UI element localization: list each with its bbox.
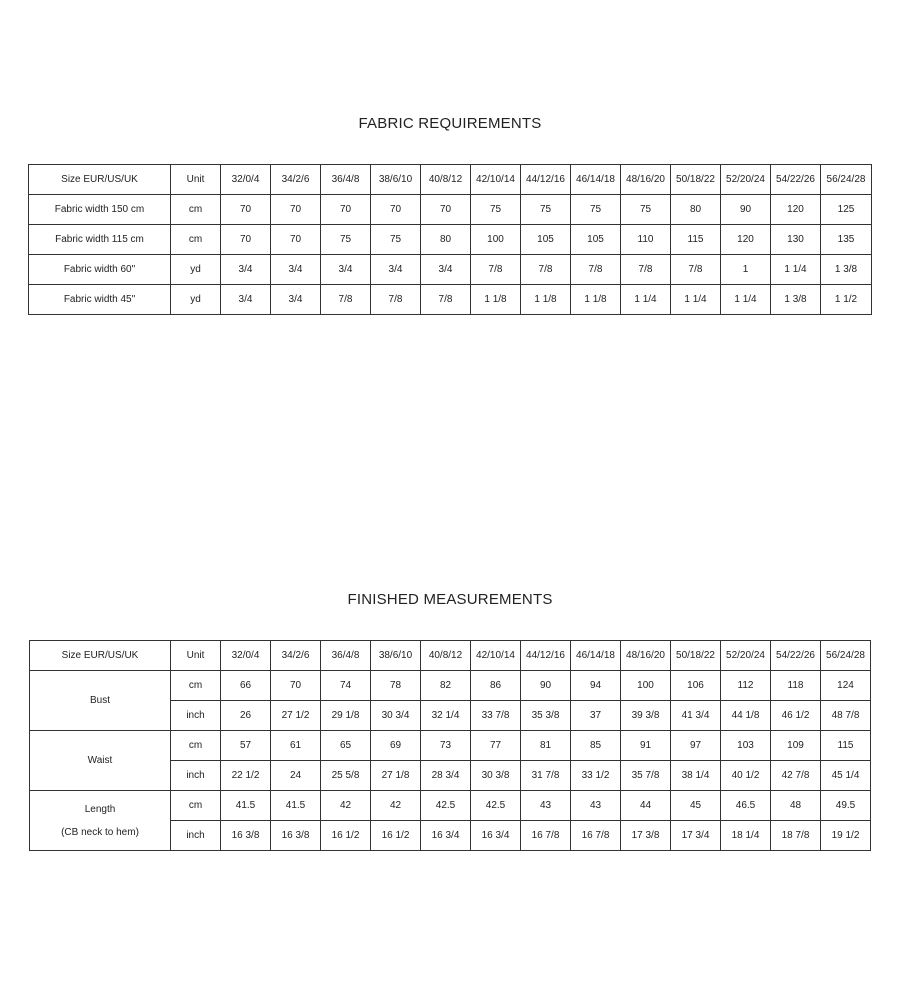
value-cell: 80 <box>671 195 721 225</box>
value-cell: 109 <box>771 731 821 761</box>
value-cell: 70 <box>221 195 271 225</box>
size-header-cell: 36/4/8 <box>321 641 371 671</box>
value-cell: 41 3/4 <box>671 701 721 731</box>
value-cell: 7/8 <box>671 255 721 285</box>
size-column-header: Size EUR/US/UK <box>30 641 171 671</box>
size-header-cell: 46/14/18 <box>571 165 621 195</box>
value-cell: 16 7/8 <box>521 821 571 851</box>
value-cell: 70 <box>221 225 271 255</box>
value-cell: 1 <box>721 255 771 285</box>
measurement-name: Length <box>84 803 116 815</box>
value-cell: 124 <box>821 671 871 701</box>
value-cell: 80 <box>421 225 471 255</box>
value-cell: 42.5 <box>421 791 471 821</box>
table-row <box>30 671 871 701</box>
value-cell: 73 <box>421 731 471 761</box>
size-header-cell: 50/18/22 <box>671 641 721 671</box>
value-cell: 1 1/4 <box>771 255 821 285</box>
value-cell: 7/8 <box>521 255 571 285</box>
value-cell: 75 <box>471 195 521 225</box>
value-cell: 31 7/8 <box>521 761 571 791</box>
value-cell: 69 <box>371 731 421 761</box>
value-cell: 46.5 <box>721 791 771 821</box>
value-cell: 42 <box>371 791 421 821</box>
value-cell: 35 3/8 <box>521 701 571 731</box>
value-cell: 106 <box>671 671 721 701</box>
value-cell: 86 <box>471 671 521 701</box>
unit-cell: cm <box>171 671 221 701</box>
value-cell: 125 <box>821 195 872 225</box>
value-cell: 43 <box>571 791 621 821</box>
unit-cell: inch <box>171 761 221 791</box>
value-cell: 33 7/8 <box>471 701 521 731</box>
value-cell: 3/4 <box>221 255 271 285</box>
value-cell: 1 1/4 <box>621 285 671 315</box>
value-cell: 94 <box>571 671 621 701</box>
value-cell: 1 3/8 <box>771 285 821 315</box>
value-cell: 7/8 <box>471 255 521 285</box>
size-header-cell: 54/22/26 <box>771 165 821 195</box>
value-cell: 42 7/8 <box>771 761 821 791</box>
value-cell: 18 1/4 <box>721 821 771 851</box>
value-cell: 78 <box>371 671 421 701</box>
fabric-table-body <box>29 165 872 315</box>
value-cell: 42 <box>321 791 371 821</box>
value-cell: 70 <box>321 195 371 225</box>
value-cell: 75 <box>621 195 671 225</box>
value-cell: 16 7/8 <box>571 821 621 851</box>
value-cell: 16 1/2 <box>321 821 371 851</box>
value-cell: 75 <box>571 195 621 225</box>
value-cell: 40 1/2 <box>721 761 771 791</box>
size-header-cell: 32/0/4 <box>221 641 271 671</box>
value-cell: 32 1/4 <box>421 701 471 731</box>
size-header-cell: 48/16/20 <box>621 641 671 671</box>
value-cell: 110 <box>621 225 671 255</box>
value-cell: 16 3/8 <box>271 821 321 851</box>
value-cell: 43 <box>521 791 571 821</box>
size-header-cell: 42/10/14 <box>471 641 521 671</box>
value-cell: 22 1/2 <box>221 761 271 791</box>
value-cell: 48 7/8 <box>821 701 871 731</box>
value-cell: 135 <box>821 225 872 255</box>
value-cell: 41.5 <box>271 791 321 821</box>
value-cell: 18 7/8 <box>771 821 821 851</box>
table-header-row <box>29 165 872 195</box>
size-header-cell: 46/14/18 <box>571 641 621 671</box>
size-header-cell: 36/4/8 <box>321 165 371 195</box>
value-cell: 46 1/2 <box>771 701 821 731</box>
size-header-cell: 44/12/16 <box>521 641 571 671</box>
value-cell: 30 3/8 <box>471 761 521 791</box>
value-cell: 24 <box>271 761 321 791</box>
value-cell: 41.5 <box>221 791 271 821</box>
value-cell: 100 <box>621 671 671 701</box>
row-label: Fabric width 150 cm <box>29 195 171 225</box>
measurement-name: Bust <box>89 695 110 706</box>
value-cell: 75 <box>371 225 421 255</box>
unit-cell: cm <box>171 791 221 821</box>
size-header-cell: 50/18/22 <box>671 165 721 195</box>
value-cell: 70 <box>271 195 321 225</box>
value-cell: 26 <box>221 701 271 731</box>
value-cell: 57 <box>221 731 271 761</box>
value-cell: 48 <box>771 791 821 821</box>
value-cell: 1 1/4 <box>671 285 721 315</box>
value-cell: 74 <box>321 671 371 701</box>
unit-cell: cm <box>171 731 221 761</box>
value-cell: 25 5/8 <box>321 761 371 791</box>
value-cell: 1 1/8 <box>521 285 571 315</box>
value-cell: 42.5 <box>471 791 521 821</box>
finished-measurements-table <box>29 640 871 851</box>
value-cell: 30 3/4 <box>371 701 421 731</box>
value-cell: 3/4 <box>271 285 321 315</box>
value-cell: 120 <box>721 225 771 255</box>
size-header-cell: 52/20/24 <box>721 165 771 195</box>
row-label: Fabric width 60" <box>29 255 171 285</box>
unit-column-header: Unit <box>171 165 221 195</box>
value-cell: 100 <box>471 225 521 255</box>
unit-cell: cm <box>171 225 221 255</box>
size-header-cell: 32/0/4 <box>221 165 271 195</box>
value-cell: 1 1/8 <box>471 285 521 315</box>
value-cell: 7/8 <box>571 255 621 285</box>
value-cell: 81 <box>521 731 571 761</box>
value-cell: 37 <box>571 701 621 731</box>
table-row <box>30 731 871 761</box>
value-cell: 38 1/4 <box>671 761 721 791</box>
value-cell: 82 <box>421 671 471 701</box>
unit-column-header: Unit <box>171 641 221 671</box>
value-cell: 27 1/8 <box>371 761 421 791</box>
value-cell: 16 3/8 <box>221 821 271 851</box>
value-cell: 112 <box>721 671 771 701</box>
value-cell: 77 <box>471 731 521 761</box>
measurement-label <box>30 731 171 791</box>
value-cell: 49.5 <box>821 791 871 821</box>
value-cell: 130 <box>771 225 821 255</box>
size-header-cell: 54/22/26 <box>771 641 821 671</box>
measurement-label <box>30 791 171 851</box>
value-cell: 70 <box>271 671 321 701</box>
value-cell: 3/4 <box>271 255 321 285</box>
value-cell: 3/4 <box>421 255 471 285</box>
table-row <box>29 255 872 285</box>
value-cell: 70 <box>371 195 421 225</box>
value-cell: 45 <box>671 791 721 821</box>
fabric-requirements-title: FABRIC REQUIREMENTS <box>358 115 542 132</box>
value-cell: 66 <box>221 671 271 701</box>
value-cell: 1 1/2 <box>821 285 872 315</box>
unit-cell: yd <box>171 285 221 315</box>
value-cell: 61 <box>271 731 321 761</box>
value-cell: 7/8 <box>321 285 371 315</box>
value-cell: 105 <box>521 225 571 255</box>
value-cell: 97 <box>671 731 721 761</box>
value-cell: 3/4 <box>371 255 421 285</box>
value-cell: 118 <box>771 671 821 701</box>
size-header-cell: 40/8/12 <box>421 165 471 195</box>
value-cell: 115 <box>671 225 721 255</box>
table-row <box>29 285 872 315</box>
size-header-cell: 48/16/20 <box>621 165 671 195</box>
finished-measurements-title: FINISHED MEASUREMENTS <box>347 591 553 608</box>
value-cell: 28 3/4 <box>421 761 471 791</box>
value-cell: 1 1/4 <box>721 285 771 315</box>
size-header-cell: 52/20/24 <box>721 641 771 671</box>
value-cell: 120 <box>771 195 821 225</box>
unit-cell: yd <box>171 255 221 285</box>
value-cell: 115 <box>821 731 871 761</box>
size-header-cell: 44/12/16 <box>521 165 571 195</box>
table-row <box>30 791 871 821</box>
value-cell: 3/4 <box>321 255 371 285</box>
value-cell: 1 1/8 <box>571 285 621 315</box>
value-cell: 16 1/2 <box>371 821 421 851</box>
value-cell: 29 1/8 <box>321 701 371 731</box>
value-cell: 7/8 <box>621 255 671 285</box>
value-cell: 45 1/4 <box>821 761 871 791</box>
value-cell: 27 1/2 <box>271 701 321 731</box>
value-cell: 1 3/8 <box>821 255 872 285</box>
size-header-cell: 34/2/6 <box>271 165 321 195</box>
value-cell: 70 <box>271 225 321 255</box>
value-cell: 16 3/4 <box>421 821 471 851</box>
size-header-cell: 42/10/14 <box>471 165 521 195</box>
size-header-cell: 56/24/28 <box>821 165 872 195</box>
value-cell: 35 7/8 <box>621 761 671 791</box>
value-cell: 85 <box>571 731 621 761</box>
value-cell: 44 <box>621 791 671 821</box>
size-header-cell: 38/6/10 <box>371 165 421 195</box>
measurement-label <box>30 671 171 731</box>
measurement-name: Waist <box>87 755 113 766</box>
row-label: Fabric width 45" <box>29 285 171 315</box>
size-header-cell: 38/6/10 <box>371 641 421 671</box>
value-cell: 44 1/8 <box>721 701 771 731</box>
value-cell: 75 <box>321 225 371 255</box>
value-cell: 7/8 <box>371 285 421 315</box>
unit-cell: inch <box>171 821 221 851</box>
value-cell: 75 <box>521 195 571 225</box>
value-cell: 91 <box>621 731 671 761</box>
value-cell: 19 1/2 <box>821 821 871 851</box>
row-label: Fabric width 115 cm <box>29 225 171 255</box>
size-column-header: Size EUR/US/UK <box>29 165 171 195</box>
value-cell: 39 3/8 <box>621 701 671 731</box>
size-header-cell: 40/8/12 <box>421 641 471 671</box>
unit-cell: inch <box>171 701 221 731</box>
value-cell: 65 <box>321 731 371 761</box>
value-cell: 70 <box>421 195 471 225</box>
value-cell: 17 3/8 <box>621 821 671 851</box>
value-cell: 16 3/4 <box>471 821 521 851</box>
table-row <box>29 225 872 255</box>
value-cell: 105 <box>571 225 621 255</box>
value-cell: 90 <box>521 671 571 701</box>
size-header-cell: 34/2/6 <box>271 641 321 671</box>
size-header-cell: 56/24/28 <box>821 641 871 671</box>
value-cell: 33 1/2 <box>571 761 621 791</box>
value-cell: 3/4 <box>221 285 271 315</box>
table-header-row <box>30 641 871 671</box>
value-cell: 90 <box>721 195 771 225</box>
finished-table-body <box>30 641 871 851</box>
value-cell: 103 <box>721 731 771 761</box>
value-cell: 17 3/4 <box>671 821 721 851</box>
table-row <box>29 195 872 225</box>
fabric-requirements-table <box>28 164 872 315</box>
value-cell: 7/8 <box>421 285 471 315</box>
measurement-sublabel: (CB neck to hem) <box>61 826 139 838</box>
unit-cell: cm <box>171 195 221 225</box>
